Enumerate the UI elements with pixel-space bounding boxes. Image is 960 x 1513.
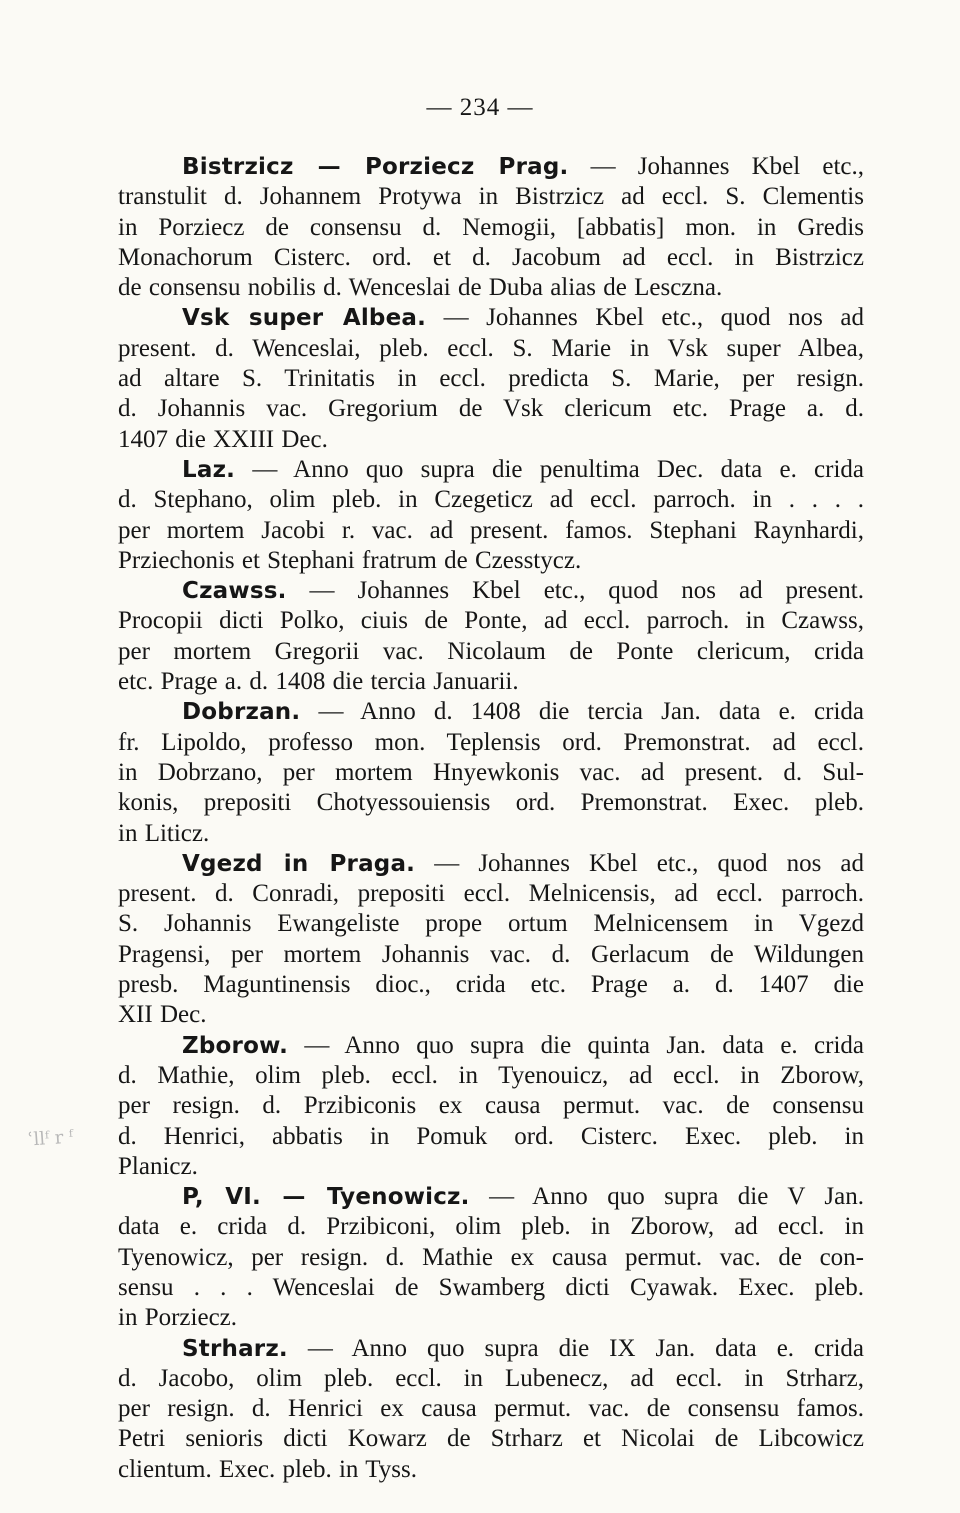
- entry-first-line: [118, 849, 864, 879]
- text-line: [118, 394, 864, 424]
- entry-first-line: [118, 152, 864, 182]
- text-line: [118, 243, 864, 273]
- text-line: [118, 1455, 864, 1485]
- line-text: per mortem Jacobi r. vac. ad present. famos. Stephani Raynhardi,: [118, 516, 864, 544]
- line-text: XII Dec.: [118, 1001, 207, 1029]
- page-number: — 234 —: [426, 94, 534, 121]
- line-text: de consensu nobilis d. Wenceslai de Duba alias de Lesczna.: [118, 274, 723, 302]
- text-line: [118, 879, 864, 909]
- line-text: — Anno quo supra die penultima Dec. data e. crida: [235, 455, 864, 483]
- line-text: per resign. d. Przibiconis ex causa permut. vac. de consensu: [118, 1092, 864, 1120]
- entry-heading: Vsk super Albea.: [182, 305, 427, 332]
- entry-heading: Vgezd in Praga.: [182, 850, 416, 877]
- entry-first-line: [118, 576, 864, 606]
- line-text: Tyenowicz, per resign. d. Mathie ex causa permut. vac. de con-: [118, 1243, 864, 1271]
- entry-first-line: [118, 1031, 864, 1061]
- text-line: [118, 1394, 864, 1424]
- line-text: in Porziecz de consensu d. Nemogii, [abbatis] mon. in Gredis: [118, 213, 864, 241]
- text-line: [118, 1061, 864, 1091]
- line-text: clientum. Exec. pleb. in Tyss.: [118, 1455, 417, 1483]
- text-line: [118, 334, 864, 364]
- line-text: Monachorum Cisterc. ord. et d. Jacobum ad eccl. in Bistrzicz: [118, 243, 864, 271]
- line-text: — Johannes Kbel etc., quod nos ad: [426, 304, 864, 332]
- text-line: [118, 1364, 864, 1394]
- line-text: sensu . . . Wenceslai de Swamberg dicti Cyawak. Exec. pleb.: [118, 1273, 864, 1301]
- line-text: in Liticz.: [118, 819, 210, 847]
- text-line: [118, 182, 864, 212]
- entry-first-line: [118, 1182, 864, 1212]
- text-line: [118, 819, 864, 849]
- text-line: [118, 1091, 864, 1121]
- text-line: [118, 516, 864, 546]
- text-line: [118, 1424, 864, 1454]
- line-text: per resign. d. Henrici ex causa permut. vac. de consensu famos.: [118, 1395, 864, 1423]
- text-line: [118, 1303, 864, 1333]
- line-text: Procopii dicti Polko, ciuis de Ponte, ad eccl. parroch. in Czawss,: [118, 607, 864, 635]
- line-text: d. Henrici, abbatis in Pomuk ord. Cisterc. Exec. pleb. in: [118, 1122, 864, 1150]
- entry-first-line: [118, 697, 864, 727]
- entry-first-line: [118, 455, 864, 485]
- line-text: present. d. Conradi, prepositi eccl. Melnicensis, ad eccl. parroch.: [118, 880, 864, 908]
- document-body: [118, 152, 864, 1485]
- text-line: [118, 1000, 864, 1030]
- text-line: [118, 1212, 864, 1242]
- line-text: — Anno d. 1408 die tercia Jan. data e. crida: [300, 698, 864, 726]
- line-text: — Johannes Kbel etc., quod nos ad present.: [286, 577, 864, 605]
- entry-heading: Laz.: [182, 456, 236, 483]
- margin-note: ʿllᶠ r ᶠ: [27, 1126, 74, 1151]
- line-text: Pragensi, per mortem Johannis vac. d. Gerlacum de Wildungen: [118, 940, 864, 968]
- line-text: d. Mathie, olim pleb. eccl. in Tyenouicz, ad eccl. in Zborow,: [118, 1061, 864, 1089]
- entry-first-line: [118, 303, 864, 333]
- line-text: d. Johannis vac. Gregorium de Vsk clericum etc. Prage a. d.: [118, 395, 864, 423]
- text-line: [118, 1152, 864, 1182]
- entry-heading: Bistrzicz — Porziecz Prag.: [182, 154, 569, 180]
- line-text: — Anno quo supra die V Jan.: [469, 1183, 865, 1211]
- line-text: in Dobrzano, per mortem Hnyewkonis vac. ad present. d. Sul-: [118, 758, 864, 786]
- entry-heading: Czawss.: [182, 578, 287, 605]
- line-text: — Johannes Kbel etc., quod nos ad: [415, 849, 864, 877]
- line-text: — Anno quo supra die quinta Jan. data e. crida: [288, 1031, 864, 1059]
- text-line: [118, 788, 864, 818]
- text-line: [118, 909, 864, 939]
- text-line: [118, 970, 864, 1000]
- text-line: [118, 364, 864, 394]
- line-text: — Johannes Kbel etc.,: [568, 153, 864, 180]
- text-line: [118, 1122, 864, 1152]
- entry-heading: Zborow.: [182, 1032, 289, 1059]
- entry-heading: Dobrzan.: [182, 699, 301, 726]
- text-line: [118, 606, 864, 636]
- text-line: [118, 485, 864, 515]
- text-line: [118, 637, 864, 667]
- line-text: d. Jacobo, olim pleb. eccl. in Lubenecz, ad eccl. in Strharz,: [118, 1364, 864, 1392]
- line-text: Planicz.: [118, 1152, 198, 1180]
- entry-first-line: [118, 1334, 864, 1364]
- line-text: ad altare S. Trinitatis in eccl. predicta S. Marie, per resign.: [118, 365, 864, 393]
- text-line: [118, 940, 864, 970]
- line-text: konis, prepositi Chotyessouiensis ord. Premonstrat. Exec. pleb.: [118, 789, 864, 817]
- line-text: Petri senioris dicti Kowarz de Strharz et Nicolai de Libcowicz: [118, 1425, 864, 1453]
- text-line: [118, 667, 864, 697]
- line-text: per mortem Gregorii vac. Nicolaum de Ponte clericum, crida: [118, 637, 864, 665]
- text-line: [118, 758, 864, 788]
- entry-heading: P, VI. — Tyenowicz.: [182, 1184, 470, 1211]
- text-line: [118, 546, 864, 576]
- text-line: [118, 1243, 864, 1273]
- line-text: fr. Lipoldo, professo mon. Teplensis ord. Premonstrat. ad eccl.: [118, 728, 864, 756]
- line-text: d. Stephano, olim pleb. in Czegeticz ad eccl. parroch. in . . . .: [118, 486, 864, 514]
- line-text: data e. crida d. Przibiconi, olim pleb. in Zborow, ad eccl. in: [118, 1213, 864, 1241]
- text-line: [118, 273, 864, 303]
- text-line: [118, 728, 864, 758]
- entry-heading: Strharz.: [182, 1335, 288, 1362]
- line-text: S. Johannis Ewangeliste prope ortum Melnicensem in Vgezd: [118, 910, 864, 938]
- text-line: [118, 213, 864, 243]
- line-text: present. d. Wenceslai, pleb. eccl. S. Marie in Vsk super Albea,: [118, 334, 864, 362]
- text-line: [118, 1273, 864, 1303]
- line-text: in Porziecz.: [118, 1304, 238, 1332]
- line-text: — Anno quo supra die IX Jan. data e. crida: [287, 1334, 864, 1362]
- line-text: etc. Prage a. d. 1408 die tercia Januarii.: [118, 668, 519, 696]
- line-text: presb. Maguntinensis dioc., crida etc. Prage a. d. 1407 die: [118, 971, 864, 999]
- line-text: Prziechonis et Stephani fratrum de Czesstycz.: [118, 546, 582, 574]
- line-text: 1407 die XXIII Dec.: [118, 425, 328, 453]
- line-text: transtulit d. Johannem Protywa in Bistrzicz ad eccl. S. Clementis: [118, 183, 864, 211]
- text-line: [118, 425, 864, 455]
